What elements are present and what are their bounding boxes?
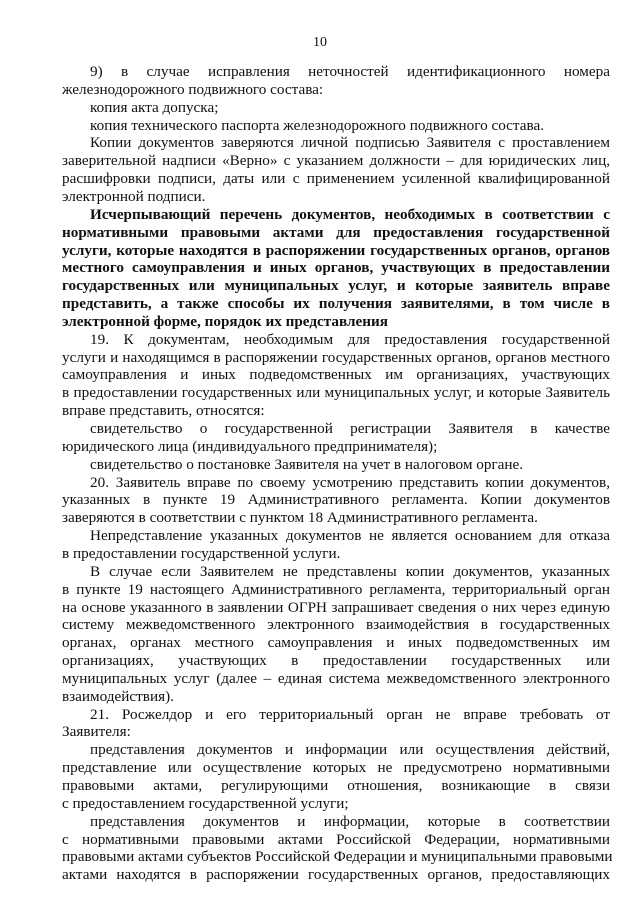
text-line: 9) в случае исправления неточностей идентификационного номера xyxy=(90,63,610,80)
text-line: в предоставлении государственной услуги. xyxy=(62,544,341,562)
text-line: актами находятся в распоряжении государственных органов, предоставляющих xyxy=(62,866,610,884)
section-heading-line: местного самоуправления и иных органов, участвующих в предоставлении xyxy=(62,259,610,277)
text-line: организациях, участвующих в предоставлении государственных или xyxy=(62,652,610,670)
text-line: Непредставление указанных документов не является основанием для отказа xyxy=(90,527,610,545)
text-line: систему межведомственного электронного взаимодействия в государственных xyxy=(62,616,610,634)
text-line: муниципальных услуг (далее – единая система межведомственного электронного xyxy=(62,669,610,687)
text-line: копия технического паспорта железнодорожного подвижного состава. xyxy=(90,116,544,134)
section-heading-line: электронной форме, порядок их представления xyxy=(62,312,388,330)
text-line: услуги и находящимся в распоряжении государственных органов, органов местного xyxy=(62,348,610,366)
text-line: заверительной надписи «Верно» с указанием должности – для юридических лиц, xyxy=(62,152,610,170)
section-heading-line: услуги, которые находятся в распоряжении государственных органов, органов xyxy=(62,241,610,259)
text-line: вправе представить, относятся: xyxy=(62,402,265,420)
text-line: представление или осуществление которых не предусмотрено нормативными xyxy=(62,759,610,777)
text-line: на основе указанного в заявлении ОГРН запрашивает сведения о них через единую xyxy=(62,598,610,616)
text-line: 21. Росжелдор и его территориальный орган не вправе требовать от xyxy=(90,705,610,723)
text-line: копия акта допуска; xyxy=(90,98,219,116)
text-line: взаимодействия). xyxy=(62,687,174,705)
text-line: расшифровки подписи, даты или с применением усиленной квалифицированной xyxy=(62,170,610,188)
text-line: В случае если Заявителем не представлены копии документов, указанных xyxy=(90,562,610,580)
text-line: правовыми актами субъектов Российской Федерации и муниципальными правовыми xyxy=(62,848,613,866)
text-line: указанных в пункте 19 Административного регламента. Копии документов xyxy=(62,491,610,509)
page-number: 10 xyxy=(313,35,327,50)
text-line: самоуправления и иных подведомственных им организациях, участвующих xyxy=(62,366,610,384)
text-line: представления документов и информации или осуществления действий, xyxy=(90,741,610,759)
text-line: 20. Заявитель вправе по своему усмотрению представить копии документов, xyxy=(90,473,610,491)
text-line: свидетельство о государственной регистрации Заявителя в качестве xyxy=(90,420,610,437)
section-heading-line: Исчерпывающий перечень документов, необходимых в соответствии с xyxy=(90,205,610,223)
text-line: в пункте 19 настоящего Административного регламента, территориальный орган xyxy=(62,580,610,598)
text-line: органах, органах местного самоуправления и иных подведомственных им xyxy=(62,634,610,652)
text-line: 19. К документам, необходимым для предоставления государственной xyxy=(90,330,610,348)
text-line: Копии документов заверяются личной подписью Заявителя с проставлением xyxy=(90,134,610,152)
text-line: в предоставлении государственных или муниципальных услуг, и которые Заявитель xyxy=(62,384,610,402)
text-line: свидетельство о постановке Заявителя на учет в налоговом органе. xyxy=(90,455,524,473)
text-line: с нормативными правовыми актами Российской Федерации, нормативными xyxy=(62,830,610,848)
text-line: электронной подписи. xyxy=(62,187,206,205)
section-heading-line: нормативными правовыми актами для предоставления государственной xyxy=(62,223,610,241)
section-heading-line: представить, а также способы их получения заявителями, в том числе в xyxy=(62,295,610,313)
text-line: юридического лица (индивидуального предпринимателя); xyxy=(62,437,438,455)
section-heading-line: государственных или муниципальных услуг, и которые заявитель вправе xyxy=(62,277,610,295)
text-line: заверяются в соответствии с пунктом 18 Административного регламента. xyxy=(62,509,538,527)
text-line: представления документов и информации, которые в соответствии xyxy=(90,812,610,830)
text-line: с предоставлением государственной услуги; xyxy=(62,794,349,812)
text-line: железнодорожного подвижного состава: xyxy=(62,80,324,98)
text-line: правовыми актами, регулирующими отношения, возникающие в связи xyxy=(62,777,610,794)
text-line: Заявителя: xyxy=(62,723,131,741)
